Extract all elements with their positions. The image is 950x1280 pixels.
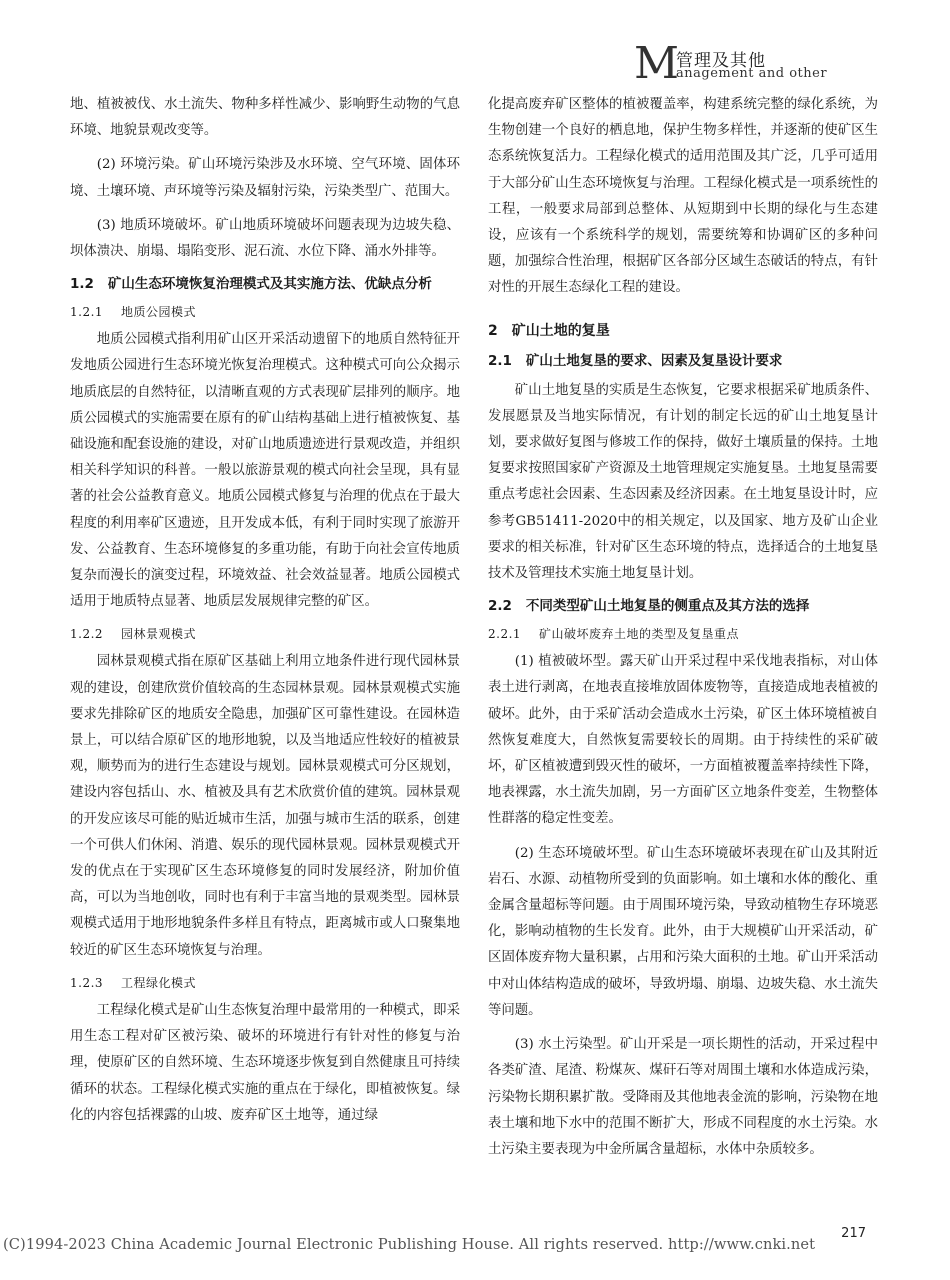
copyright-notice: (C)1994-2023 China Academic Journal Electronic Publishing House. All rights reserved. http://www.cnki.net [3, 1236, 816, 1253]
header-section-title-en: anagement and other [676, 66, 828, 81]
header-initial-letter: M [634, 38, 680, 89]
paragraph: (1) 植被破坏型。露天矿山开采过程中采伐地表指标，对山体表土进行剥离，在地表直接堆放固体废物等，直接造成地表植被的破坏。此外，由于采矿活动会造成水土污染，矿区土体环境植被自然恢复难度大，自然恢复需要较长的周期。由于持续性的采矿破坏，矿区植被遭到毁灭性的破坏，一方面植被覆盖率持续性下降，地表裸露，水土流失加剧，另一方面矿区立地条件变差，生物整体性群落的稳定性变差。 [488, 654, 878, 827]
paragraph: 地质公园模式指利用矿山区开采活动遗留下的地质自然特征开发地质公园进行生态环境光恢复治理模式。这种模式可向公众揭示地质底层的自然特征，以清晰直观的方式表现矿层排列的顺序。地质公园模式的实施需要在原有的矿山结构基础上进行植被恢复、基础设施和配套设施的建设，对矿山地质遗迹进行景观改造，并组织相关科学知识的科普。一般以旅游景观的模式向社会呈现，具有显著的社会公益教育意义。地质公园模式修复与治理的优点在于最大程度的利用率矿区遗迹，且开发成本低，有利于同时实现了旅游开发、公益教育、生态环境修复的多重功能，有助于向社会宣传地质复杂而漫长的演变过程，环境效益、社会效益显著。地质公园模式适用于地质特点显著、地质层发展规律完整的矿区。 [70, 332, 460, 610]
paragraph: 园林景观模式指在原矿区基础上利用立地条件进行现代园林景观的建设，创建欣赏价值较高的生态园林景观。园林景观模式实施要求先排除矿区的地质安全隐患，加强矿区可靠性建设。在园林造景上，可以结合原矿区的地形地貌，以及当地适应性较好的植被景观，顺势而为的进行生态建设与规划。园林景观模式可分区规划，建设内容包括山、水、植被及具有艺术欣赏价值的建筑。园林景观的开发应该尽可能的贴近城市生活，加强与城市生活的联系，创建一个可供人们休闲、消遣、娱乐的现代园林景观。园林景观模式开发的优点在于实现矿区生态环境修复的同时发展经济，附加价值高，可以为当地创收，同时也有利于丰富当地的景观类型。园林景观模式适用于地形地貌条件多样且有特点，距离城市或人口聚集地较近的矿区生态环境恢复与治理。 [70, 654, 460, 958]
section-heading-2-2: 2.2 不同类型矿山土地复垦的侧重点及其方法的选择 [488, 598, 810, 615]
subsection-heading-2-2-1: 2.2.1 矿山破坏废弃土地的类型及复垦重点 [488, 627, 740, 642]
paragraph: (3) 地质环境破坏。矿山地质环境破坏问题表现为边坡失稳、坝体溃决、崩塌、塌陷变形、泥石流、水位下降、涌水外排等。 [70, 217, 460, 260]
subsection-heading-1-2-2: 1.2.2 园林景观模式 [70, 627, 197, 642]
section-heading-1-2: 1.2 矿山生态环境恢复治理模式及其实施方法、优缺点分析 [70, 276, 432, 293]
subsection-heading-1-2-3: 1.2.3 工程绿化模式 [70, 975, 197, 990]
section-heading-2: 2 矿山土地的复垦 [488, 322, 610, 339]
paragraph: 化提高废弃矿区整体的植被覆盖率，构建系统完整的绿化系统，为生物创建一个良好的栖息地，保护生物多样性，并逐渐的使矿区生态系统恢复活力。工程绿化模式的适用范围及其广泛，几乎可适用于大部分矿山生态环境恢复与治理。工程绿化模式是一项系统性的工程，一般要求局部到总整体、从短期到中长期的绿化与生态建设，应该有一个系统科学的规划，需要统筹和协调矿区的多种问题，加强综合性治理，根据矿区各部分区域生态破话的特点，有针对性的开展生态绿化工程的建设。 [488, 97, 878, 296]
paragraph: (2) 生态环境破坏型。矿山生态环境破坏表现在矿山及其附近岩石、水源、动植物所受到的负面影响。如土壤和水体的酸化、重金属含量超标等问题。由于周围环境污染，导致动植物生存环境恶化，影响动植物的生长发育。此外，由于大规模矿山开采活动，矿区固体废弃物大量积累，占用和污染大面积的土地。矿山开采活动中对山体结构造成的破坏，导致坍塌、崩塌、边坡失稳、水土流失等问题。 [488, 845, 878, 1018]
header-section-title-cn: 管理及其他 [676, 51, 766, 71]
left-column [70, 92, 460, 1137]
subsection-heading-1-2-1: 1.2.1 地质公园模式 [70, 305, 197, 320]
journal-section-header [634, 38, 864, 89]
right-column [488, 92, 878, 1171]
paragraph: (2) 环境污染。矿山环境污染涉及水环境、空气环境、固体环境、土壤环境、声环境等污染及辐射污染，污染类型广、范围大。 [70, 157, 460, 199]
paragraph: 工程绿化模式是矿山生态恢复治理中最常用的一种模式，即采用生态工程对矿区被污染、破坏的环境进行有针对性的修复与治理，使原矿区的自然环境、生态环境逐步恢复到自然健康且可持续循环的状态。工程绿化模式实施的重点在于绿化，即植被恢复。绿化的内容包括裸露的山坡、废弃矿区土地等，通过绿 [70, 1002, 460, 1123]
paragraph: 矿山土地复垦的实质是生态恢复，它要求根据采矿地质条件、发展愿景及当地实际情况，有计划的制定长远的矿山土地复垦计划，要求做好复图与修坡工作的保持，做好土壤质量的保持。土地复要求按照国家矿产资源及土地管理规定实施复垦。土地复垦需要重点考虑社会因素、生态因素及经济因素。在土地复垦设计时，应参考GB51411-2020中的相关规定，以及国家、地方及矿山企业要求的相关标准，针对矿区生态环境的特点，选择适合的土地复垦技术及管理技术实施土地复垦计划。 [488, 382, 878, 582]
paragraph: (3) 水土污染型。矿山开采是一项长期性的活动，开采过程中各类矿渣、尾渣、粉煤灰、煤矸石等对周围土壤和水体造成污染，污染物长期积累扩散。受降雨及其他地表金流的影响，污染物在地表土壤和地下水中的范围不断扩大，形成不同程度的水土污染。水土污染主要表现为中金所属含量超标，水体中杂质较多。 [488, 1037, 878, 1157]
paragraph: 地、植被被伐、水土流失、物种多样性减少、影响野生动物的气息环境、地貌景观改变等。 [70, 97, 460, 139]
section-heading-2-1: 2.1 矿山土地复垦的要求、因素及复垦设计要求 [488, 352, 783, 369]
page-number: 217 [841, 1226, 866, 1241]
